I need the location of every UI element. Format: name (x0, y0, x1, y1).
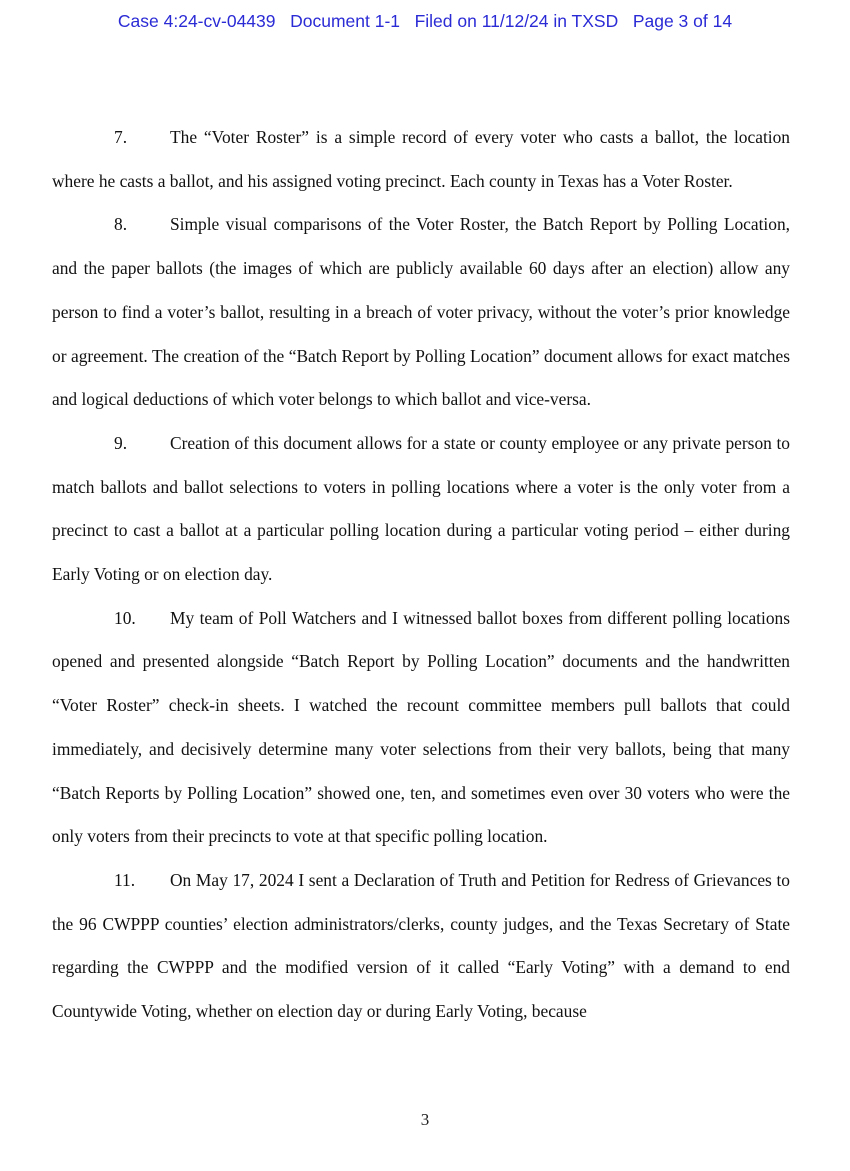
paragraph-10 (52, 597, 790, 859)
paragraph-text: My team of Poll Watchers and I witnessed ballot boxes from different polling locations opened and presented alongside “Batch Report by Polling Location” documents and the handwritten “Voter Roster” check-in sheets. I watched the recount committee members pull ballots that could immediately, and decisively determine many voter selections from their very ballots, being that many “Batch Reports by Polling Location” showed one, ten, and sometimes even over 30 voters who were the only voters from their precincts to vote at that specific polling location. (52, 607, 790, 847)
paragraph-11 (52, 859, 790, 1034)
paragraph-text: Simple visual comparisons of the Voter Roster, the Batch Report by Polling Location, and the paper ballots (the images of which are publicly available 60 days after an election) allow any person to find a voter’s ballot, resulting in a breach of voter privacy, without the voter’s prior knowledge or agreement. The creation of the “Batch Report by Polling Location” document allows for exact matches and logical deductions of which voter belongs to which ballot and vice-versa. (52, 214, 790, 410)
paragraph-text: The “Voter Roster” is a simple record of every voter who casts a ballot, the location where he casts a ballot, and his assigned voting precinct. Each county in Texas has a Voter Roster. (52, 127, 790, 191)
page-number: 3 (420, 1110, 430, 1129)
paragraph-number: 9. (114, 432, 128, 453)
paragraph-text: On May 17, 2024 I sent a Declaration of Truth and Petition for Redress of Grievances to the 96 CWPPP counties’ election administrators/clerks, county judges, and the Texas Secretary of State regarding the CWPPP and the modified version of it called “Early Voting” with a demand to end Countywide Voting, whether on election day or during Early Voting, because (52, 869, 790, 1022)
paragraph-7 (52, 116, 790, 203)
paragraph-number: 11. (114, 869, 136, 890)
paragraph-text: Creation of this document allows for a state or county employee or any private person to match ballots and ballot selections to voters in polling locations where a voter is the only voter from a precinct to cast a ballot at a particular polling location during a particular voting period – either during Early Voting or on election day. (52, 432, 790, 585)
paragraph-8 (52, 203, 790, 422)
document-body (52, 116, 790, 1034)
court-filing-header: Case 4:24-cv-04439 Document 1-1 Filed on 11/12/24 in TXSD Page 3 of 14 (117, 11, 733, 31)
paragraph-number: 10. (114, 607, 136, 628)
paragraph-9 (52, 422, 790, 597)
paragraph-number: 8. (114, 214, 128, 235)
paragraph-number: 7. (114, 127, 128, 147)
